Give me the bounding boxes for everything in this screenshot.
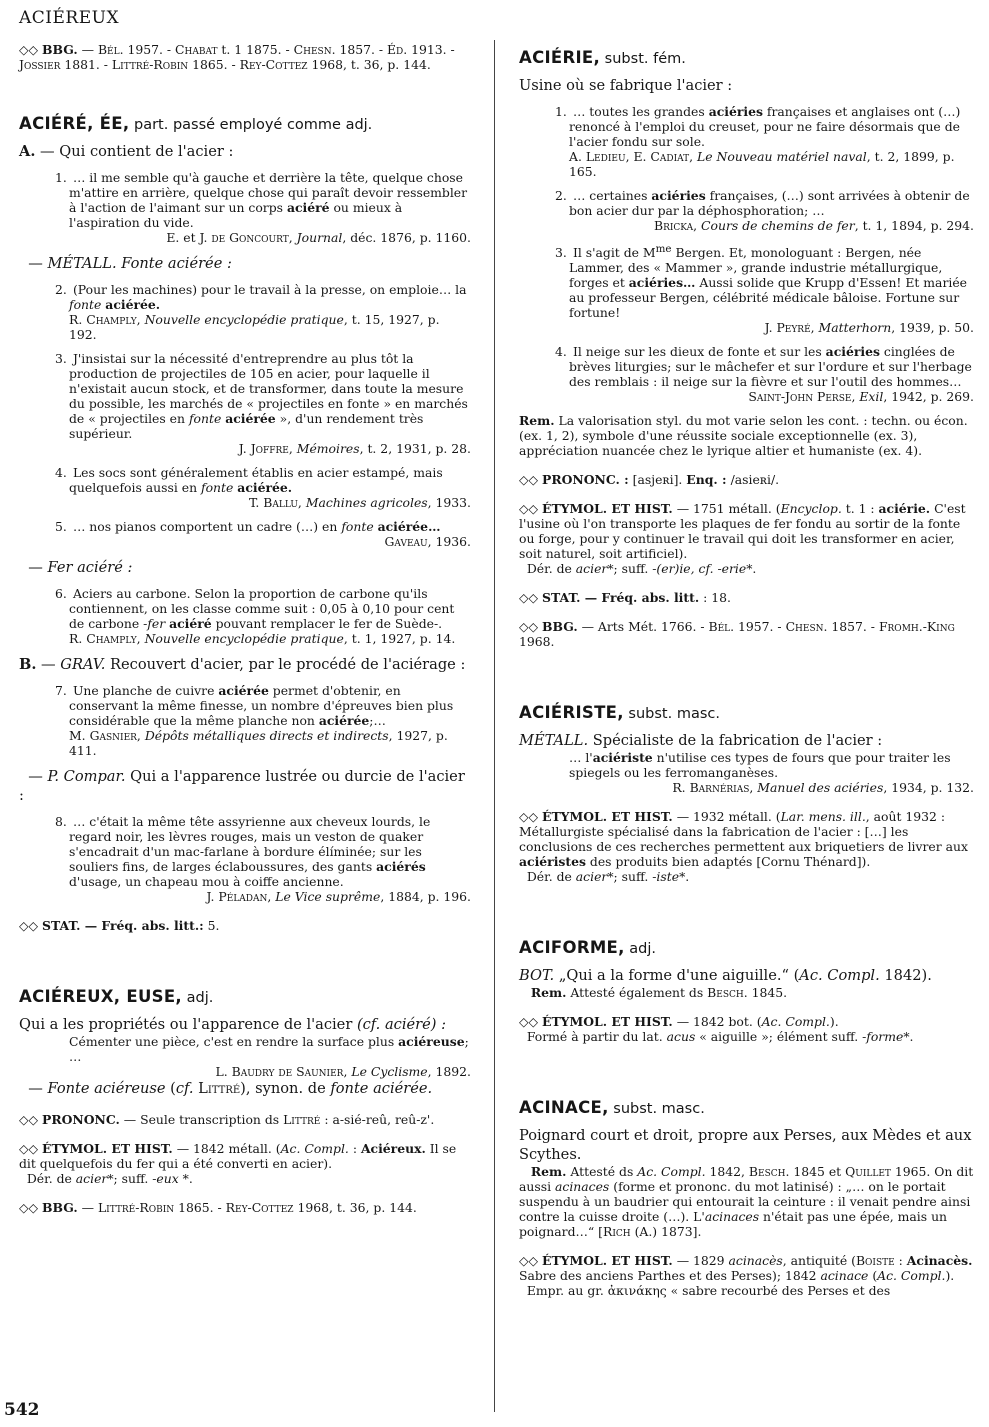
citation-body: Aciers au carbone. Selon la proportion de carbone qu'ils contiennent, on les classe comme suit : 0,05 à 0,10 pour cent de carbone -fer aciéré pouvant remplacer le fer de Suède-. R. Champly, Nouvelle encyclopédie pratique, t. 1, 1927, p. 14. bbox=[69, 586, 456, 646]
citation-text bbox=[555, 188, 974, 218]
spacer bbox=[519, 233, 974, 242]
page-number: 542 bbox=[4, 1400, 40, 1420]
spacer bbox=[19, 273, 471, 282]
entry-paragraph: ◇◇ PRONONC. — Seule transcription ds Littré : a-sié-reû, reû-z'. bbox=[19, 1112, 435, 1127]
citation-source: R. Barnérias, Manuel des aciéries, 1934, p. 132. bbox=[672, 780, 974, 796]
grammatical-category: part. passé employé comme adj. bbox=[129, 117, 373, 133]
citation-body: … l'aciériste n'utilise ces types de fours que pour traiter les spiegels ou les ferromanganèses. bbox=[569, 750, 951, 781]
entry-paragraph: Rem. La valorisation styl. du mot varie selon les cont. : techn. ou écon. (ex. 1, 2), symbole d'une réussite sociale exceptionnelle (ex. 3), appréciation nuancée chez le lyrique altier et humaniste (ex. 4). bbox=[519, 413, 968, 459]
entry-paragraph: ◇◇ BBG. — Bél. 1957. - Chabat t. 1 1875. - Chesn. 1857. - Éd. 1913. - Jossier 1881. - Littré-Robin 1865. - Rey-Cottez 1968, t. 36, p. 144. bbox=[19, 42, 455, 72]
entry-paragraph: ◇◇ ÉTYMOL. ET HIST. — 1932 métall. (Lar. mens. ill., août 1932 : Métallurgiste spécialisé dans la fabrication de l'acier : […] les conclusions de ces recherches permettent aux briquetiers de livrer aux aciéristes des produits bien adaptés [Cornu Thénard]). Dér. de acier*; suff. -iste*. bbox=[519, 809, 968, 885]
spacer bbox=[19, 1098, 471, 1112]
definition: Poignard court et droit, propre aux Perses, aux Mèdes et aux Scythes. bbox=[519, 1127, 972, 1164]
spacer bbox=[519, 649, 974, 705]
spacer bbox=[19, 245, 471, 254]
entry-paragraph: ◇◇ BBG. — Arts Mét. 1766. - Bél. 1957. - Chesn. 1857. - Fromh.-King 1968. bbox=[519, 619, 955, 650]
entry-headword bbox=[519, 940, 974, 957]
citation-body: Les socs sont généralement établis en acier estampé, mais quelquefois aussi en fonte aciérée. bbox=[69, 465, 443, 495]
spacer bbox=[519, 404, 974, 413]
entry-paragraph: ◇◇ ÉTYMOL. ET HIST. — 1842 métall. (Ac. Compl. : Aciéreux. Il se dit quelquefois du fer qui a été converti en acier). Dér. de acier*; suff. -eux *. bbox=[19, 1141, 457, 1186]
headword: ACIÉRÉ, ÉE, bbox=[19, 114, 130, 133]
citation-body: J'insistai sur la nécessité d'entreprendre au plus tôt la production de projectiles de 105 en acier, pour laquelle il n'existait aucun stock, et de transformer, dans toute la mesure du possible, les marchés de « projectiles en fonte » en marchés de « projectiles en fonte aciérée », d'un rendement très supérieur. bbox=[69, 351, 468, 441]
citation-body: Il neige sur les dieux de fonte et sur les aciéries cinglées de brèves liturgies; sur le mâchefer et sur l'ordure et sur l'herbage des remblais : il neige sur la fièvre et sur l'outil des hommes… bbox=[569, 344, 972, 390]
citation-number: 5. bbox=[55, 519, 67, 534]
spacer bbox=[19, 72, 471, 116]
citation bbox=[519, 242, 974, 335]
spacer bbox=[19, 1127, 471, 1141]
citation-number: 1. bbox=[55, 170, 67, 185]
entry-paragraph: ◇◇ STAT. — Fréq. abs. litt.: 5. bbox=[19, 918, 220, 933]
spacer bbox=[519, 1044, 974, 1100]
citation-body: Il s'agit de $M^{me}$ Bergen. Et, monologuant : Bergen, née Lammer, des « Mammer », grande industrie métallurgique, forges et aciéries… Aussi solide que Krupp d'Essen! Et mariée au professeur Bergen, célébrité médicale bâloise. Fortune sur fortune! bbox=[569, 243, 967, 321]
citation-text bbox=[555, 344, 974, 390]
citation-text bbox=[55, 519, 471, 534]
citation-number: 1. bbox=[555, 104, 567, 119]
citation-body: (Pour les machines) pour le travail à la presse, on emploie… la fonte aciérée. R. Champly, Nouvelle encyclopédie pratique, t. 15, 1927, p. 192. bbox=[69, 282, 467, 342]
spacer bbox=[519, 884, 974, 940]
citation-body: … c'était la même tête assyrienne aux cheveux lourds, le regard noir, les lèvres rouges, mais un veston de quaker s'encadrait d'un mac-farlane à bordure élíminée; sur les souliers fins, de larges éclaboussures, des gants aciérés d'usage, un chapeau mou à coiffe ancienne. bbox=[69, 814, 431, 889]
headword: ACIFORME, bbox=[519, 938, 625, 958]
definition: — P. Compar. Qui a l'apparence lustrée ou durcie de l'acier : bbox=[19, 768, 465, 804]
citation bbox=[19, 170, 471, 245]
entry-paragraph: ◇◇ ÉTYMOL. ET HIST. — 1842 bot. (Ac. Compl.). Formé à partir du lat. acus « aiguille »; élément suff. -forme*. bbox=[519, 1014, 914, 1045]
citation-number: 3. bbox=[55, 351, 67, 366]
entry-headword bbox=[19, 116, 471, 133]
citation bbox=[19, 586, 471, 646]
right-column bbox=[519, 50, 974, 1298]
spacer bbox=[19, 1186, 471, 1200]
headword: ACIÉRISTE, bbox=[519, 703, 624, 723]
grammatical-category: subst. fém. bbox=[600, 51, 686, 67]
citation-number: 6. bbox=[55, 586, 67, 601]
left-column bbox=[19, 42, 471, 1215]
citation-text bbox=[55, 683, 471, 758]
citation-text bbox=[55, 282, 471, 342]
citation bbox=[519, 104, 974, 179]
spacer bbox=[19, 133, 471, 142]
spacer bbox=[519, 458, 974, 472]
citation-number: 4. bbox=[55, 465, 67, 480]
entry-paragraph: ◇◇ PRONONC. : [asjeʀi]. Enq. : /asieʀi/. bbox=[519, 472, 780, 488]
definition: Qui a les propriétés ou l'apparence de l'acier (cf. aciéré) : bbox=[19, 1016, 447, 1033]
citation-number: 7. bbox=[55, 683, 67, 698]
spacer bbox=[19, 549, 471, 558]
citation-number: 4. bbox=[555, 344, 567, 360]
entry-headword bbox=[519, 50, 974, 67]
spacer bbox=[519, 67, 974, 76]
headword: ACIÉRIE, bbox=[519, 48, 601, 67]
citation-text bbox=[555, 104, 974, 179]
spacer bbox=[519, 1117, 974, 1126]
citation-number: 3. bbox=[555, 245, 567, 261]
definition: B. — GRAV. Recouvert d'acier, par le procédé de l'aciérage : bbox=[19, 656, 466, 673]
headword: ACINACE, bbox=[519, 1098, 609, 1118]
citation bbox=[519, 750, 974, 795]
spacer bbox=[19, 161, 471, 170]
citation-text bbox=[69, 1034, 471, 1064]
citation-body: … toutes les grandes aciéries françaises et anglaises ont (…) renoncé à l'emploi du creuset, pour ne faire désormais que de l'acier fondu sur sole. A. Ledieu, E. Cadiat, Le Nouveau matériel naval, t. 2, 1899, p. 165. bbox=[569, 104, 961, 179]
spacer bbox=[19, 674, 471, 683]
grammatical-category: adj. bbox=[182, 990, 214, 1006]
citation-source: J. Péladan, Le Vice suprême, 1884, p. 196. bbox=[206, 889, 471, 904]
citation-text bbox=[55, 170, 471, 230]
spacer bbox=[19, 577, 471, 586]
citation-body: … certaines aciéries françaises, (…) sont arrivées à obtenir de bon acier dur par la déphosphoration; … bbox=[569, 188, 970, 218]
spacer bbox=[519, 795, 974, 809]
spacer bbox=[519, 179, 974, 188]
spacer bbox=[19, 456, 471, 465]
entry-paragraph: ◇◇ ÉTYMOL. ET HIST. — 1829 acinacès, antiquité (Boiste : Acinacès. Sabre des anciens Parthes et des Perses); 1842 acinace (Ac. Compl.). Empr. au gr. ἀκινάκης « sabre recourbé des Perses et des bbox=[519, 1253, 973, 1299]
spacer bbox=[19, 342, 471, 351]
citation-source: J. Joffre, Mémoires, t. 2, 1931, p. 28. bbox=[238, 441, 471, 456]
spacer bbox=[519, 1000, 974, 1014]
citation-source: Bricka, Cours de chemins de fer, t. 1, 1894, p. 294. bbox=[653, 218, 974, 233]
citation-body: Une planche de cuivre aciérée permet d'obtenir, en conservant la même finesse, un nombre d'épreuves bien plus considérable que la même planche non aciérée;… M. Gasnier, Dépôts métalliques directs et indirects, 1927, p. 411. bbox=[69, 683, 454, 758]
citation bbox=[19, 1034, 471, 1079]
spacer bbox=[519, 1239, 974, 1253]
grammatical-category: subst. masc. bbox=[623, 706, 720, 723]
citation-text bbox=[55, 351, 471, 441]
definition: MÉTALL. Spécialiste de la fabrication de l'acier : bbox=[519, 732, 883, 750]
entry-paragraph: Rem. Attesté également ds Besch. 1845. bbox=[530, 985, 788, 1001]
citation bbox=[19, 814, 471, 904]
citation-body: … nos pianos comportent un cadre (…) en fonte aciérée… bbox=[69, 519, 441, 534]
spacer bbox=[519, 957, 974, 966]
citation-source: Gaveau, 1936. bbox=[384, 534, 471, 549]
grammatical-category: adj. bbox=[624, 941, 657, 958]
entry-paragraph: ◇◇ STAT. — Fréq. abs. litt. : 18. bbox=[519, 590, 731, 606]
spacer bbox=[19, 933, 471, 989]
entry-paragraph: ◇◇ BBG. — Littré-Robin 1865. - Rey-Cottez 1968, t. 36, p. 144. bbox=[19, 1200, 417, 1215]
citation-text bbox=[569, 750, 974, 780]
grammatical-category: subst. masc. bbox=[608, 1101, 705, 1118]
definition: — Fonte aciéreuse (cf. Littré), synon. de fonte aciérée. bbox=[19, 1080, 433, 1097]
citation bbox=[19, 282, 471, 342]
spacer bbox=[19, 510, 471, 519]
citation-source: Saint-John Perse, Exil, 1942, p. 269. bbox=[748, 389, 974, 405]
spacer bbox=[519, 95, 974, 104]
citation-source: J. Peyré, Matterhorn, 1939, p. 50. bbox=[764, 320, 974, 336]
column-divider bbox=[494, 40, 495, 1412]
spacer bbox=[519, 722, 974, 731]
citation-text bbox=[55, 465, 471, 495]
spacer bbox=[19, 758, 471, 767]
definition: A. — Qui contient de l'acier : bbox=[19, 143, 234, 160]
citation-body: … il me semble qu'à gauche et derrière la tête, quelque chose m'attire en arrière, quelque chose qui paraît devoir ressembler à l'action de l'aimant sur un corps aciéré ou mieux à l'aspiration du vide. bbox=[69, 170, 468, 230]
definition: BOT. „Qui a la forme d'une aiguille.“ (Ac. Compl. 1842). bbox=[519, 967, 932, 985]
citation bbox=[19, 519, 471, 549]
citation-source: T. Ballu, Machines agricoles, 1933. bbox=[248, 495, 471, 510]
citation-source: E. et J. de Goncourt, Journal, déc. 1876, p. 1160. bbox=[166, 230, 471, 245]
spacer bbox=[519, 605, 974, 619]
citation-text bbox=[55, 586, 471, 646]
spacer bbox=[519, 335, 974, 344]
entry-headword bbox=[19, 989, 471, 1006]
entry-paragraph: Rem. Attesté ds Ac. Compl. 1842, Besch. 1845 et Quillet 1965. On dit aussi acinaces (forme et prononc. du mot latinisé) : „… on le portait suspendu à un baudrier qui entourait la ceinture : il venait pendre ainsi contre la cuisse droite (…). L'acinaces n'était pas une épée, mais un poignard…“ [Rich (A.) 1873]. bbox=[519, 1164, 974, 1240]
citation bbox=[19, 465, 471, 510]
spacer bbox=[519, 487, 974, 501]
spacer bbox=[519, 576, 974, 590]
citation-text bbox=[55, 814, 471, 889]
spacer bbox=[19, 805, 471, 814]
definition: — Fer aciéré : bbox=[19, 559, 133, 576]
citation-number: 2. bbox=[555, 188, 567, 203]
citation-source: L. Baudry de Saunier, Le Cyclisme, 1892. bbox=[215, 1064, 471, 1079]
citation-text bbox=[555, 242, 974, 321]
citation bbox=[519, 188, 974, 233]
citation-number: 2. bbox=[55, 282, 67, 297]
citation bbox=[19, 683, 471, 758]
running-head: ACIÉREUX bbox=[19, 8, 120, 28]
entry-headword bbox=[519, 1100, 974, 1117]
citation bbox=[19, 351, 471, 456]
spacer bbox=[19, 646, 471, 655]
citation-body: Cémenter une pièce, c'est en rendre la surface plus aciéreuse; … bbox=[69, 1034, 469, 1064]
spacer bbox=[19, 904, 471, 918]
entry-headword bbox=[519, 705, 974, 722]
headword: ACIÉREUX, EUSE, bbox=[19, 987, 182, 1006]
entry-paragraph: ◇◇ ÉTYMOL. ET HIST. — 1751 métall. (Encyclop. t. 1 : aciérie. C'est l'usine où l'on transporte les plaques de fer fondu au sortir de la fonte ou forge, pour y continuer le travail qui doit les transformer en acier, soit naturel, soit artificiel). Dér. de acier*; suff. -(er)ie, cf. -erie*. bbox=[519, 501, 966, 577]
definition: Usine où se fabrique l'acier : bbox=[519, 77, 733, 94]
citation-number: 8. bbox=[55, 814, 67, 829]
definition: — MÉTALL. Fonte aciérée : bbox=[19, 255, 232, 272]
citation bbox=[519, 344, 974, 404]
spacer bbox=[19, 1006, 471, 1015]
